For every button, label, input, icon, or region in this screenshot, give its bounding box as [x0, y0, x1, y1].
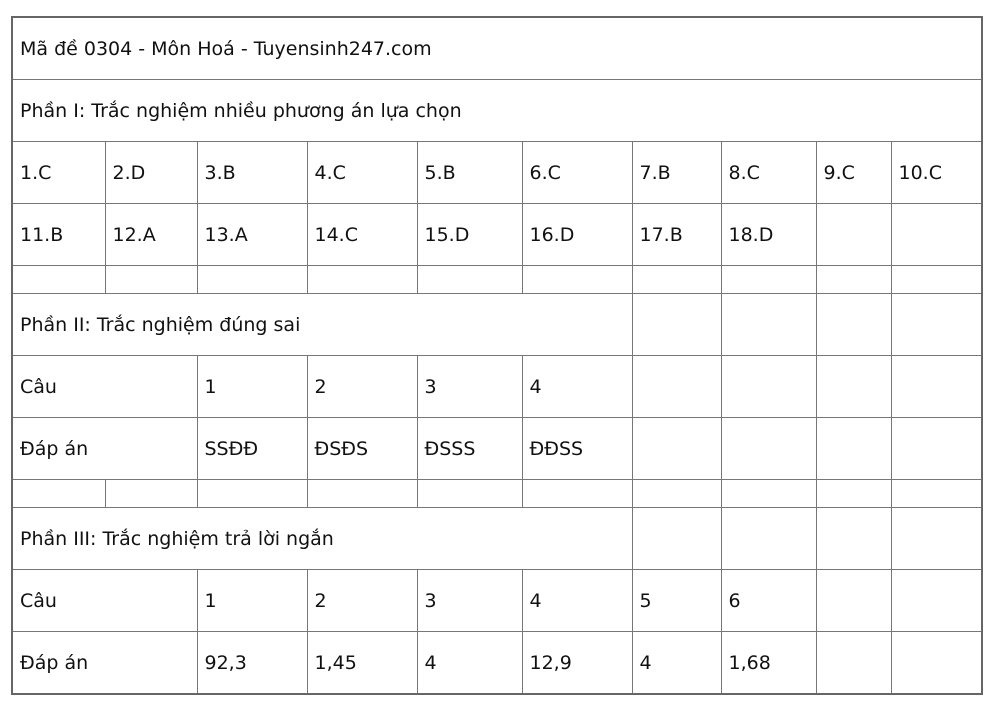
- table-row: [12, 204, 982, 266]
- part1-answer-cell: 1.C: [12, 142, 105, 204]
- part2-title: Phần II: Trắc nghiệm đúng sai: [12, 294, 632, 356]
- table-row: [12, 356, 982, 418]
- part1-answer-cell: 11.B: [12, 204, 105, 266]
- part2-question-cell: 2: [307, 356, 417, 418]
- part2-answer-cell: SSĐĐ: [197, 418, 307, 480]
- table-row: [12, 17, 982, 80]
- empty-cell: [891, 418, 982, 480]
- empty-cell: [632, 266, 721, 294]
- part1-answer-cell: 13.A: [197, 204, 307, 266]
- part3-answer-label: Đáp án: [12, 632, 197, 695]
- part3-answer-cell: 4: [417, 632, 522, 695]
- part3-answer-cell: 1,45: [307, 632, 417, 695]
- part1-answer-cell: 5.B: [417, 142, 522, 204]
- empty-cell: [891, 632, 982, 695]
- empty-cell: [632, 356, 721, 418]
- empty-cell: [891, 356, 982, 418]
- empty-cell: [632, 294, 721, 356]
- part1-answer-cell: 8.C: [721, 142, 816, 204]
- answer-key-table: [11, 16, 983, 695]
- part2-answer-cell: ĐĐSS: [522, 418, 632, 480]
- table-row: [12, 418, 982, 480]
- empty-cell: [816, 480, 891, 508]
- empty-cell: [816, 570, 891, 632]
- empty-cell: [197, 480, 307, 508]
- table-row: [12, 632, 982, 695]
- empty-cell: [632, 418, 721, 480]
- part1-answer-cell: 14.C: [307, 204, 417, 266]
- part3-title: Phần III: Trắc nghiệm trả lời ngắn: [12, 508, 632, 570]
- part2-answer-cell: ĐSĐS: [307, 418, 417, 480]
- part3-answer-cell: 4: [632, 632, 721, 695]
- spacer-row: [12, 480, 982, 508]
- empty-cell: [522, 480, 632, 508]
- part3-answer-cell: 92,3: [197, 632, 307, 695]
- empty-cell: [12, 480, 105, 508]
- empty-cell: [721, 294, 816, 356]
- empty-cell: [721, 480, 816, 508]
- empty-cell: [721, 418, 816, 480]
- part1-answer-cell: 10.C: [891, 142, 982, 204]
- empty-cell: [816, 356, 891, 418]
- empty-cell: [816, 632, 891, 695]
- empty-cell: [891, 570, 982, 632]
- part3-question-label: Câu: [12, 570, 197, 632]
- part1-answer-cell: 9.C: [816, 142, 891, 204]
- part3-question-cell: 6: [721, 570, 816, 632]
- part2-answer-label: Đáp án: [12, 418, 197, 480]
- part3-answer-cell: 12,9: [522, 632, 632, 695]
- empty-cell: [307, 266, 417, 294]
- part1-answer-cell: 18.D: [721, 204, 816, 266]
- empty-cell: [12, 266, 105, 294]
- empty-cell: [417, 480, 522, 508]
- table-row: [12, 142, 982, 204]
- part2-question-cell: 1: [197, 356, 307, 418]
- empty-cell: [816, 294, 891, 356]
- empty-cell: [721, 356, 816, 418]
- empty-cell: [307, 480, 417, 508]
- table-row: [12, 508, 982, 570]
- empty-cell: [632, 480, 721, 508]
- empty-cell: [721, 266, 816, 294]
- part3-answer-cell: 1,68: [721, 632, 816, 695]
- part1-answer-cell: 16.D: [522, 204, 632, 266]
- empty-cell: [891, 294, 982, 356]
- part2-question-label: Câu: [12, 356, 197, 418]
- empty-cell: [816, 418, 891, 480]
- part2-answer-cell: ĐSSS: [417, 418, 522, 480]
- part1-answer-cell: 17.B: [632, 204, 721, 266]
- table-row: [12, 80, 982, 142]
- part3-question-cell: 2: [307, 570, 417, 632]
- empty-cell: [632, 508, 721, 570]
- empty-cell: [721, 508, 816, 570]
- empty-cell: [816, 508, 891, 570]
- empty-cell: [105, 266, 197, 294]
- empty-cell: [816, 204, 891, 266]
- exam-header: Mã đề 0304 - Môn Hoá - Tuyensinh247.com: [12, 17, 982, 80]
- table-row: [12, 570, 982, 632]
- empty-cell: [105, 480, 197, 508]
- table-row: [12, 294, 982, 356]
- empty-cell: [891, 204, 982, 266]
- empty-cell: [417, 266, 522, 294]
- empty-cell: [522, 266, 632, 294]
- part2-question-cell: 4: [522, 356, 632, 418]
- part1-answer-cell: 7.B: [632, 142, 721, 204]
- part1-answer-cell: 15.D: [417, 204, 522, 266]
- spacer-row: [12, 266, 982, 294]
- part1-answer-cell: 12.A: [105, 204, 197, 266]
- part1-answer-cell: 3.B: [197, 142, 307, 204]
- part3-question-cell: 5: [632, 570, 721, 632]
- empty-cell: [891, 266, 982, 294]
- part3-question-cell: 4: [522, 570, 632, 632]
- empty-cell: [891, 480, 982, 508]
- part3-question-cell: 1: [197, 570, 307, 632]
- part2-question-cell: 3: [417, 356, 522, 418]
- empty-cell: [197, 266, 307, 294]
- empty-cell: [891, 508, 982, 570]
- part3-question-cell: 3: [417, 570, 522, 632]
- part1-answer-cell: 6.C: [522, 142, 632, 204]
- part1-title: Phần I: Trắc nghiệm nhiều phương án lựa chọn: [12, 80, 982, 142]
- part1-answer-cell: 4.C: [307, 142, 417, 204]
- empty-cell: [816, 266, 891, 294]
- part1-answer-cell: 2.D: [105, 142, 197, 204]
